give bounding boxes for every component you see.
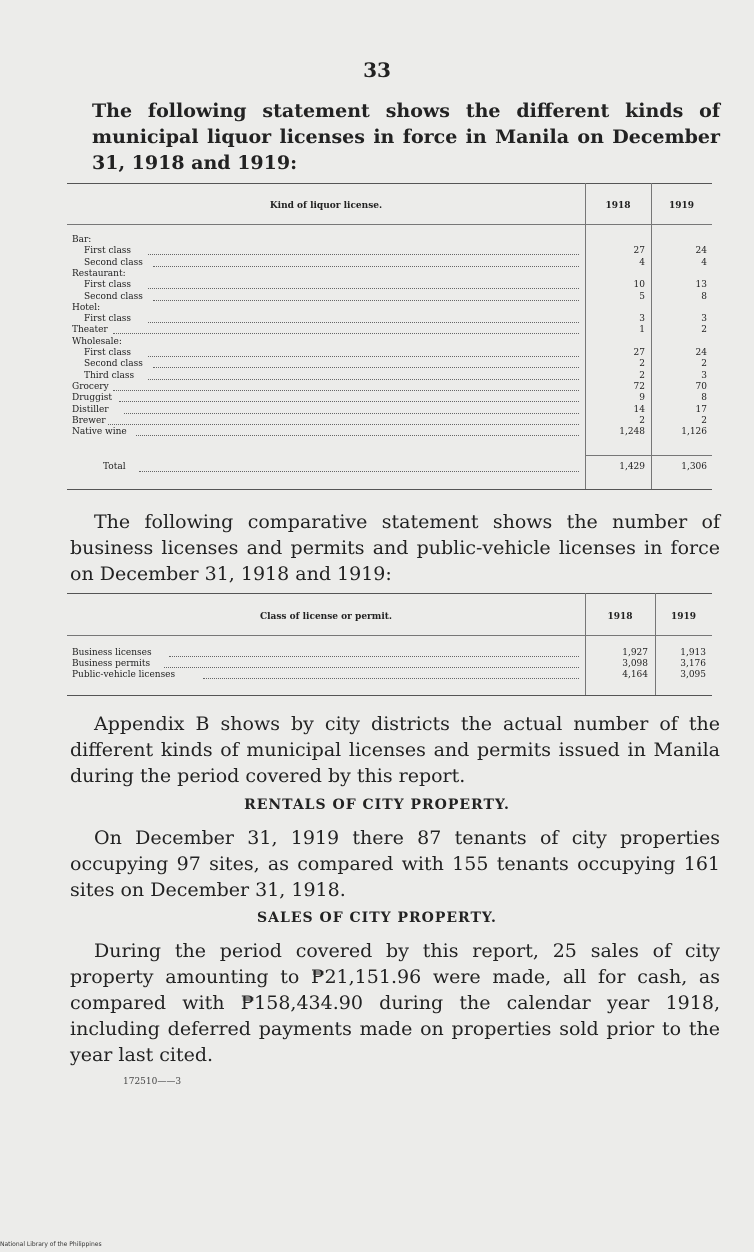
row-leader [153, 367, 579, 368]
row-value-1919: 3,095 [680, 670, 706, 680]
row-value-1919: 13 [695, 280, 707, 291]
header-1918: 1918 [607, 612, 633, 622]
row-value-1919: 3,176 [680, 659, 706, 669]
row-value-1919: 24 [695, 348, 707, 358]
column-divider-1918 [585, 593, 586, 695]
row-value-1918: 27 [633, 246, 645, 257]
liquor-license-table [67, 183, 712, 495]
column-divider-1918 [585, 183, 586, 489]
row-value-1919: 3 [701, 314, 707, 325]
row-label: Distiller [72, 404, 109, 415]
row-value-1919: 70 [695, 381, 707, 392]
table-bottom-rule [67, 695, 712, 696]
row-label: Bar: [72, 235, 92, 245]
row-label: Hotel: [72, 302, 101, 313]
total-1918: 1,429 [619, 462, 645, 472]
row-value-1918: 1,248 [619, 427, 645, 438]
heading-rentals: RENTALS OF CITY PROPERTY. [244, 797, 510, 813]
row-value-1919: 3 [701, 370, 707, 381]
row-value-1919: 2 [701, 359, 707, 370]
row-value-1918: 3 [639, 314, 645, 325]
header-1918: 1918 [605, 201, 631, 211]
total-label: Total [103, 462, 126, 472]
row-label: Theater [72, 325, 108, 336]
total-1919: 1,306 [681, 462, 707, 472]
row-label: Brewer [72, 415, 106, 426]
row-leader [148, 356, 579, 357]
row-leader [148, 254, 579, 255]
row-leader [113, 333, 579, 334]
row-label: Grocery [72, 381, 109, 392]
row-label: Second class [84, 291, 143, 302]
total-leader [139, 471, 579, 472]
header-bottom-rule [67, 224, 712, 225]
row-label: First class [84, 246, 132, 257]
total-top-rule [585, 455, 712, 456]
row-value-1918: 2 [639, 415, 645, 426]
row-value-1919: 8 [701, 393, 707, 404]
row-value-1918: 9 [639, 393, 645, 404]
row-value-1919: 2 [701, 325, 707, 336]
row-value-1918: 4 [639, 257, 645, 268]
row-label: Second class [84, 359, 143, 370]
row-value-1919: 8 [701, 291, 707, 302]
row-label: Wholesale: [72, 336, 122, 347]
footer-tag: National Library of the Philippines [0, 1241, 102, 1248]
row-value-1918: 1 [639, 325, 645, 336]
row-leader [153, 266, 579, 267]
row-leader [113, 390, 579, 391]
page-number: 33 [363, 58, 391, 82]
row-value-1918: 27 [633, 348, 645, 358]
intro-business-paragraph [70, 509, 720, 587]
header-1919: 1919 [670, 612, 697, 622]
row-value-1919: 1,913 [680, 648, 706, 658]
column-divider-1919 [655, 593, 656, 695]
row-value-1918: 2 [639, 370, 645, 381]
row-label: First class [84, 280, 132, 291]
appendix-paragraph [70, 711, 720, 789]
row-value-1918: 1,927 [622, 648, 648, 658]
row-leader [119, 401, 579, 402]
appendix-text: Appendix B shows by city districts the actual number of the different kinds of municipal licenses and permits issued in Manila during the period covered by this report. [70, 713, 720, 787]
row-value-1919: 17 [695, 404, 707, 415]
row-leader [148, 379, 579, 380]
sales-text: During the period covered by this report, 25 sales of city property amounting to ₱21,151.96 were made, all for cash, as compared with ₱158,434.90 during the calendar year 1918, including deferred payments made on properties sold prior to the year last cited. [70, 940, 720, 1066]
intro-business-text: The following comparative statement shows the number of business licenses and permits and public-vehicle licenses in force on December 31, 1918 and 1919: [70, 511, 720, 585]
row-label: First class [84, 314, 132, 325]
row-value-1919: 24 [695, 246, 707, 257]
row-leader [124, 413, 579, 414]
row-leader [108, 424, 579, 425]
row-leader [148, 288, 579, 289]
rentals-text: On December 31, 1919 there 87 tenants of city properties occupying 97 sites, as compared with 155 tenants occupying 161 sites on December 31, 1918. [70, 827, 720, 901]
sales-paragraph [70, 938, 720, 1068]
table-bottom-rule [67, 489, 712, 490]
header-1919: 1919 [668, 201, 695, 211]
header-bottom-rule [67, 635, 712, 636]
row-label: Restaurant: [72, 268, 126, 279]
row-value-1919: 4 [701, 257, 707, 268]
row-label: Third class [84, 370, 135, 381]
header-kind: Kind of liquor license. [269, 201, 383, 211]
row-value-1918: 4,164 [622, 670, 648, 680]
business-license-table [67, 593, 712, 705]
row-label: Public-vehicle licenses [72, 670, 176, 680]
row-leader [136, 435, 579, 436]
row-value-1918: 72 [633, 381, 645, 392]
row-label: Druggist [72, 393, 112, 404]
row-value-1918: 10 [633, 280, 645, 291]
row-value-1918: 3,098 [622, 659, 648, 669]
row-value-1919: 1,126 [681, 427, 707, 438]
intro-liquor-paragraph: The following statement shows the different kinds of municipal liquor licenses in force in Manila on December 31, 1918 and 1919: [92, 100, 720, 174]
column-divider-1919 [651, 183, 652, 489]
print-code: 172510——3 [123, 1077, 182, 1087]
rentals-paragraph [70, 825, 720, 903]
row-label: First class [84, 348, 132, 358]
table-top-rule [67, 593, 712, 594]
row-leader [169, 656, 579, 657]
heading-sales: SALES OF CITY PROPERTY. [257, 910, 497, 926]
row-value-1919: 2 [701, 415, 707, 426]
row-label: Second class [84, 257, 143, 268]
row-label: Business licenses [72, 648, 152, 658]
row-value-1918: 14 [633, 404, 645, 415]
row-leader [203, 678, 579, 679]
row-leader [148, 322, 579, 323]
row-label: Native wine [72, 427, 127, 438]
table-top-rule [67, 183, 712, 184]
row-label: Business permits [72, 659, 151, 669]
header-class: Class of license or permit. [259, 612, 393, 622]
row-value-1918: 2 [639, 359, 645, 370]
row-value-1918: 5 [639, 291, 645, 302]
row-leader [164, 667, 579, 668]
row-leader [153, 300, 579, 301]
